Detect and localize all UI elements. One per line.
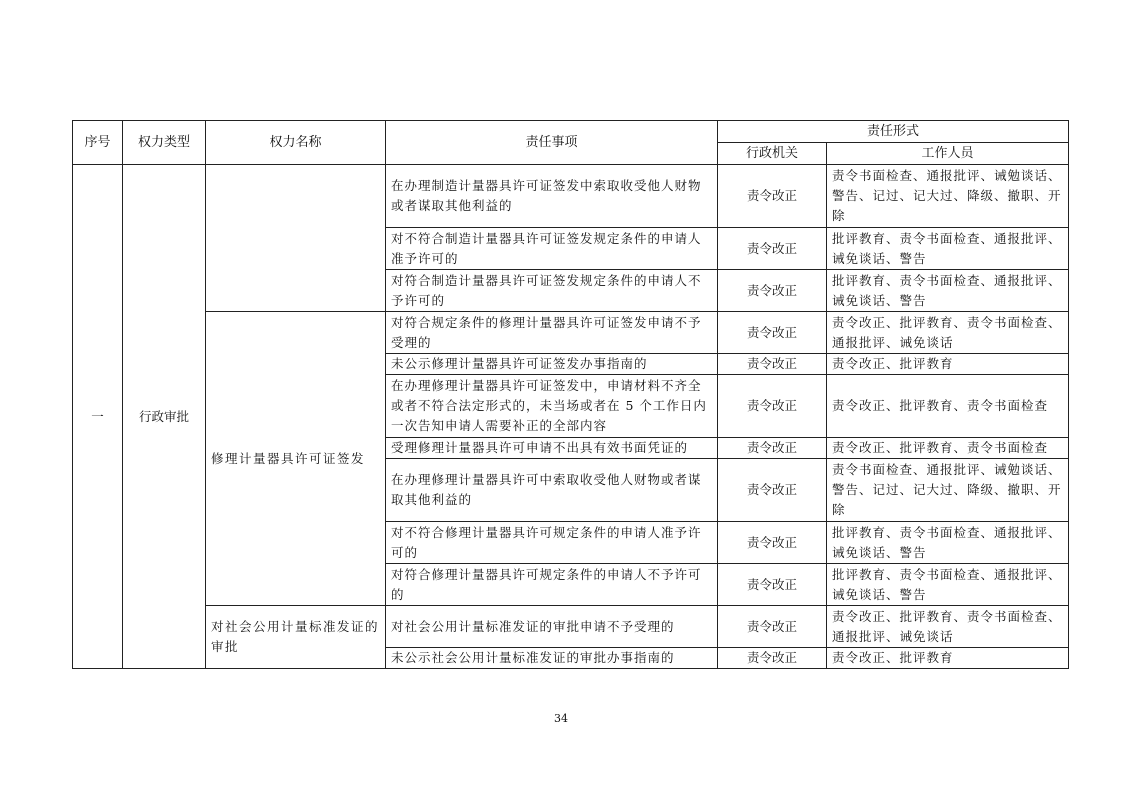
cell-staff: 责令书面检查、通报批评、诫勉谈话、警告、记过、记大过、降级、撤职、开除 <box>827 165 1069 228</box>
cell-matter: 受理修理计量器具许可申请不出具有效书面凭证的 <box>386 438 718 459</box>
table-row <box>73 312 1069 354</box>
cell-power-type: 行政审批 <box>123 165 206 669</box>
cell-matter: 未公示修理计量器具许可证签发办事指南的 <box>386 354 718 375</box>
cell-seq: 一 <box>73 165 123 669</box>
cell-matter: 在办理修理计量器具许可中索取收受他人财物或者谋取其他利益的 <box>386 459 718 522</box>
header-power-type: 权力类型 <box>123 121 206 165</box>
cell-matter: 对符合修理计量器具许可规定条件的申请人不予许可的 <box>386 564 718 606</box>
header-seq: 序号 <box>73 121 123 165</box>
table-row <box>73 165 1069 228</box>
responsibility-table <box>72 120 1069 669</box>
cell-matter: 对符合制造计量器具许可证签发规定条件的申请人不予许可的 <box>386 270 718 312</box>
cell-staff: 批评教育、责令书面检查、通报批评、诫免谈话、警告 <box>827 522 1069 564</box>
cell-matter: 未公示社会公用计量标准发证的审批办事指南的 <box>386 648 718 669</box>
cell-power-name <box>206 165 386 312</box>
cell-staff: 责令书面检查、通报批评、诫勉谈话、警告、记过、记大过、降级、撤职、开除 <box>827 459 1069 522</box>
table-row <box>73 606 1069 648</box>
cell-agency: 责令改正 <box>718 375 827 438</box>
page-number: 34 <box>554 712 568 725</box>
cell-agency: 责令改正 <box>718 312 827 354</box>
cell-staff: 责令改正、批评教育 <box>827 354 1069 375</box>
cell-agency: 责令改正 <box>718 459 827 522</box>
cell-staff: 责令改正、批评教育、责令书面检查、通报批评、诫免谈话 <box>827 312 1069 354</box>
cell-agency: 责令改正 <box>718 606 827 648</box>
cell-matter: 在办理修理计量器具许可证签发中，申请材料不齐全或者不符合法定形式的，未当场或者在 5 个工作日内一次告知申请人需要补正的全部内容 <box>386 375 718 438</box>
cell-agency: 责令改正 <box>718 564 827 606</box>
cell-staff: 批评教育、责令书面检查、通报批评、诫免谈话、警告 <box>827 564 1069 606</box>
cell-agency: 责令改正 <box>718 354 827 375</box>
header-form: 责任形式 <box>718 121 1069 143</box>
header-agency: 行政机关 <box>718 143 827 165</box>
cell-agency: 责令改正 <box>718 228 827 270</box>
cell-agency: 责令改正 <box>718 270 827 312</box>
cell-matter: 对符合规定条件的修理计量器具许可证签发申请不予受理的 <box>386 312 718 354</box>
cell-power-name: 对社会公用计量标准发证的审批 <box>206 606 386 669</box>
header-staff: 工作人员 <box>827 143 1069 165</box>
cell-staff: 责令改正、批评教育、责令书面检查 <box>827 375 1069 438</box>
header-power-name: 权力名称 <box>206 121 386 165</box>
cell-staff: 责令改正、批评教育 <box>827 648 1069 669</box>
cell-matter: 对不符合制造计量器具许可证签发规定条件的申请人准予许可的 <box>386 228 718 270</box>
cell-matter: 对不符合修理计量器具许可规定条件的申请人准予许可的 <box>386 522 718 564</box>
cell-power-name: 修理计量器具许可证签发 <box>206 312 386 606</box>
cell-staff: 责令改正、批评教育、责令书面检查 <box>827 438 1069 459</box>
cell-matter: 在办理制造计量器具许可证签发中索取收受他人财物或者谋取其他利益的 <box>386 165 718 228</box>
header-matter: 责任事项 <box>386 121 718 165</box>
cell-agency: 责令改正 <box>718 438 827 459</box>
cell-agency: 责令改正 <box>718 522 827 564</box>
cell-staff: 批评教育、责令书面检查、通报批评、诫免谈话、警告 <box>827 228 1069 270</box>
cell-agency: 责令改正 <box>718 165 827 228</box>
cell-agency: 责令改正 <box>718 648 827 669</box>
cell-staff: 批评教育、责令书面检查、通报批评、诫免谈话、警告 <box>827 270 1069 312</box>
cell-matter: 对社会公用计量标准发证的审批申请不予受理的 <box>386 606 718 648</box>
cell-staff: 责令改正、批评教育、责令书面检查、通报批评、诫免谈话 <box>827 606 1069 648</box>
